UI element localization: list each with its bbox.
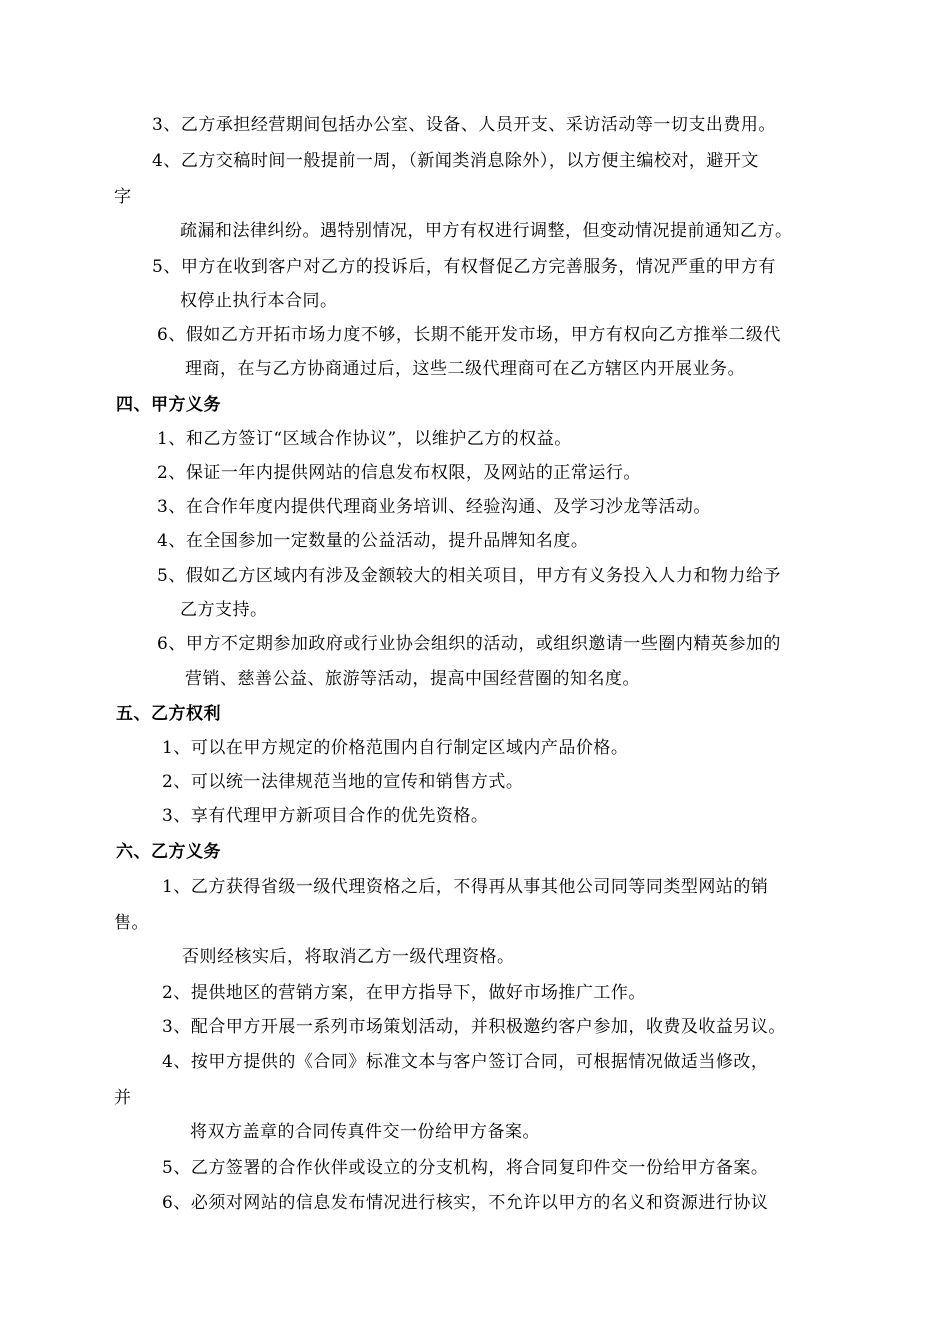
paragraph-line: 1、乙方获得省级一级代理资格之后，不得再从事其他公司同等同类型网站的销 [162,877,769,897]
section-heading: 五、乙方权利 [116,704,221,724]
paragraph-line: 4、在全国参加一定数量的公益活动，提升品牌知名度。 [157,531,589,551]
paragraph-line: 2、提供地区的营销方案，在甲方指导下，做好市场推广工作。 [162,983,646,1003]
paragraph-line: 6、必须对网站的信息发布情况进行核实，不允许以甲方的名义和资源进行协议 [162,1193,769,1213]
paragraph-line: 6、假如乙方开拓市场力度不够，长期不能开发市场，甲方有权向乙方推举二级代 [157,325,781,345]
paragraph-line: 5、甲方在收到客户对乙方的投诉后，有权督促乙方完善服务，情况严重的甲方有 [152,257,776,277]
paragraph-line: 3、乙方承担经营期间包括办公室、设备、人员开支、采访活动等一切支出费用。 [152,115,776,135]
paragraph-line: 5、乙方签署的合作伙伴或设立的分支机构，将合同复印件交一份给甲方备案。 [162,1158,769,1178]
paragraph-line: 1、和乙方签订“区域合作协议”，以维护乙方的权益。 [157,429,572,449]
paragraph-line: 售。 [114,913,149,933]
paragraph-line: 2、保证一年内提供网站的信息发布权限，及网站的正常运行。 [157,463,641,483]
paragraph-line: 乙方支持。 [180,600,268,620]
paragraph-line: 并 [114,1088,132,1108]
paragraph-line: 疏漏和法律纠纷。遇特别情况，甲方有权进行调整，但变动情况提前通知乙方。 [180,221,793,241]
paragraph-line: 2、可以统一法律规范当地的宣传和销售方式。 [162,772,524,792]
paragraph-line: 3、享有代理甲方新项目合作的优先资格。 [162,806,489,826]
paragraph-line: 4、按甲方提供的《合同》标准文本与客户签订合同，可根据情况做适当修改， [162,1052,769,1072]
paragraph-line: 5、假如乙方区域内有涉及金额较大的相关项目，甲方有义务投入人力和物力给予 [157,566,781,586]
paragraph-line: 3、配合甲方开展一系列市场策划活动，并积极邀约客户参加，收费及收益另议。 [162,1017,786,1037]
paragraph-line: 否则经核实后，将取消乙方一级代理资格。 [182,947,515,967]
paragraph-line: 字 [114,187,132,207]
section-heading: 六、乙方义务 [116,842,221,862]
paragraph-line: 4、乙方交稿时间一般提前一周，（新闻类消息除外），以方便主编校对，避开文 [152,151,759,171]
paragraph-line: 6、甲方不定期参加政府或行业协会组织的活动，或组织邀请一些圈内精英参加的 [157,634,781,654]
paragraph-line: 3、在合作年度内提供代理商业务培训、经验沟通、及学习沙龙等活动。 [157,497,711,517]
paragraph-line: 理商，在与乙方协商通过后，这些二级代理商可在乙方辖区内开展业务。 [185,359,745,379]
paragraph-line: 将双方盖章的合同传真件交一份给甲方备案。 [190,1122,540,1142]
paragraph-line: 营销、慈善公益、旅游等活动，提高中国经营圈的知名度。 [185,669,640,689]
paragraph-line: 1、可以在甲方规定的价格范围内自行制定区域内产品价格。 [162,738,629,758]
paragraph-line: 权停止执行本合同。 [180,291,338,311]
section-heading: 四、甲方义务 [116,395,221,415]
